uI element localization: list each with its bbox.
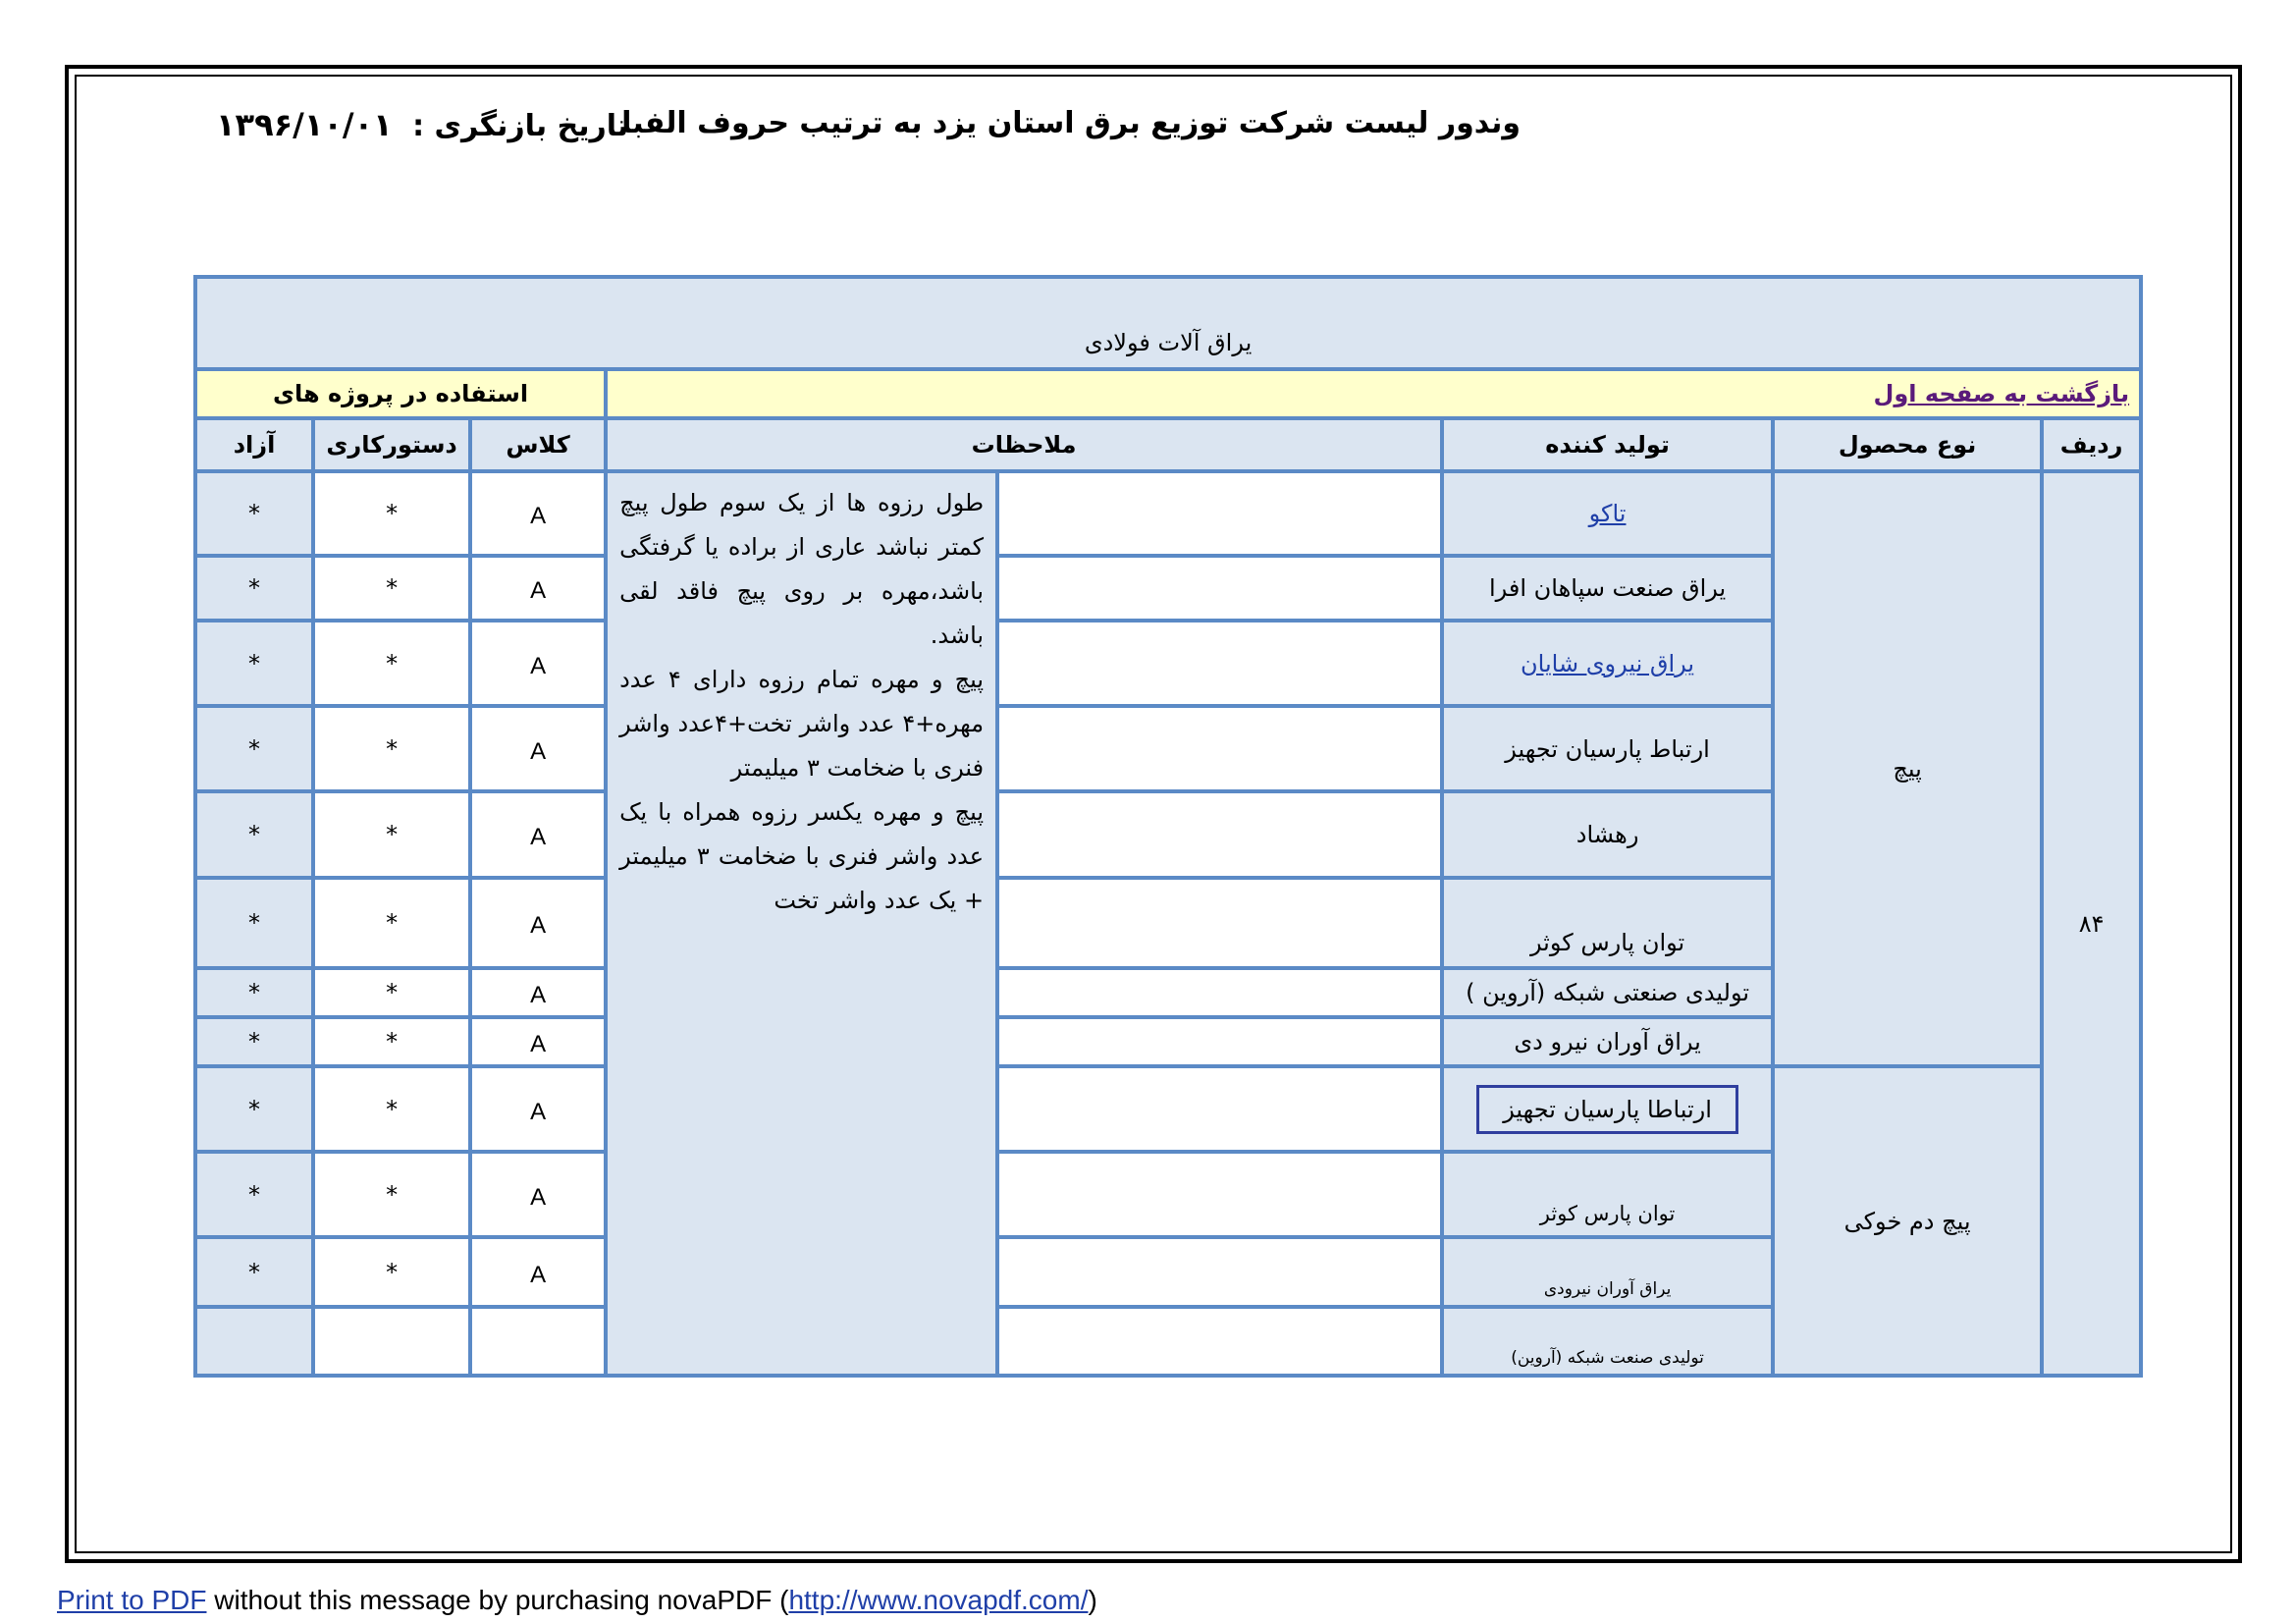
contract-cell <box>313 1307 470 1376</box>
manufacturer-cell: رهشاد <box>1442 791 1773 878</box>
free-cell: * <box>195 878 313 968</box>
notes-blank-cell <box>997 621 1442 706</box>
footer-text-end: ) <box>1088 1585 1097 1615</box>
table-row <box>195 471 2141 556</box>
contract-cell: * <box>313 1237 470 1307</box>
col-header-manufacturer: تولید کننده <box>1442 418 1773 471</box>
manufacturer-cell: تولیدی صنعت شبکه (آروین) <box>1442 1307 1773 1376</box>
class-cell: A <box>470 556 606 621</box>
document-title: وندور لیست شرکت توزیع برق استان یزد به ترتیب حروف الفبا <box>621 106 1521 140</box>
notes-blank-cell <box>997 968 1442 1017</box>
notes-cell <box>606 471 997 1376</box>
product-type-cell: پیچ <box>1773 471 2042 1066</box>
col-header-row: ردیف <box>2042 418 2141 471</box>
product-type-cell: پیچ دم خوکی <box>1773 1066 2042 1376</box>
contract-cell: * <box>313 706 470 791</box>
notes-blank-cell <box>997 1017 1442 1066</box>
row-number-cell: ۸۴ <box>2042 471 2141 1376</box>
manufacturer-cell: یراق آوران نیرودی <box>1442 1237 1773 1307</box>
free-cell: * <box>195 1237 313 1307</box>
class-cell: A <box>470 706 606 791</box>
class-cell: A <box>470 1152 606 1237</box>
contract-cell: * <box>313 791 470 878</box>
class-cell: A <box>470 878 606 968</box>
class-cell: A <box>470 621 606 706</box>
manufacturer-link[interactable]: تاکو <box>1588 500 1627 527</box>
revision-date-value: ۱۳۹۶/۱۰/۰۱ <box>216 106 393 143</box>
class-cell: A <box>470 1237 606 1307</box>
notes-blank-cell <box>997 706 1442 791</box>
manufacturer-cell: تولیدی صنعتی شبکه (آروین ) <box>1442 968 1773 1017</box>
manufacturer-cell <box>1442 1066 1773 1152</box>
notes-blank-cell <box>997 556 1442 621</box>
col-header-free: آزاد <box>195 418 313 471</box>
manufacturer-cell: ارتباط پارسیان تجهیز <box>1442 706 1773 791</box>
notes-blank-cell <box>997 1237 1442 1307</box>
free-cell: * <box>195 556 313 621</box>
revision-date <box>216 106 628 143</box>
free-cell <box>195 1307 313 1376</box>
free-cell: * <box>195 1152 313 1237</box>
table-row <box>195 1066 2141 1152</box>
manufacturer-cell: یراق صنعت سپاهان افرا <box>1442 556 1773 621</box>
free-cell: * <box>195 706 313 791</box>
manufacturer-cell: توان پارس کوثر <box>1442 1152 1773 1237</box>
col-header-notes: ملاحظات <box>606 418 1442 471</box>
notes-blank-cell <box>997 1066 1442 1152</box>
col-header-product-type: نوع محصول <box>1773 418 2042 471</box>
vendor-table <box>193 275 2143 1378</box>
manufacturer-cell: یراق آوران نیرو دی <box>1442 1017 1773 1066</box>
free-cell: * <box>195 1066 313 1152</box>
manufacturer-boxed: ارتباطا پارسیان تجهیز <box>1476 1085 1738 1134</box>
contract-cell: * <box>313 621 470 706</box>
notes-blank-cell <box>997 878 1442 968</box>
free-cell: * <box>195 1017 313 1066</box>
project-usage-header: استفاده در پروژه های <box>195 369 606 418</box>
contract-cell: * <box>313 878 470 968</box>
class-cell: A <box>470 968 606 1017</box>
manufacturer-cell: توان پارس کوثر <box>1442 878 1773 968</box>
section-title: یراق آلات فولادی <box>195 277 2141 369</box>
print-to-pdf-link[interactable]: Print to PDF <box>57 1585 207 1615</box>
class-cell <box>470 1307 606 1376</box>
notes-paragraph: پیچ و مهره یکسر رزوه همراه با یک عدد واشر فنری با ضخامت ۳ میلیمتر + یک عدد واشر تخت <box>619 798 985 914</box>
footer-text: without this message by purchasing novaPDF ( <box>206 1585 789 1615</box>
notes-blank-cell <box>997 791 1442 878</box>
contract-cell: * <box>313 556 470 621</box>
free-cell: * <box>195 471 313 556</box>
free-cell: * <box>195 621 313 706</box>
manufacturer-cell[interactable] <box>1442 471 1773 556</box>
novapdf-url-link[interactable]: http://www.novapdf.com/ <box>788 1585 1089 1615</box>
contract-cell: * <box>313 1017 470 1066</box>
contract-cell: * <box>313 1066 470 1152</box>
revision-date-label: تاریخ بازنگری : <box>412 109 629 143</box>
col-header-class: کلاس <box>470 418 606 471</box>
notes-blank-cell <box>997 471 1442 556</box>
contract-cell: * <box>313 1152 470 1237</box>
class-cell: A <box>470 791 606 878</box>
free-cell: * <box>195 968 313 1017</box>
contract-cell: * <box>313 968 470 1017</box>
contract-cell: * <box>313 471 470 556</box>
notes-blank-cell <box>997 1307 1442 1376</box>
col-header-contract: دستورکاری <box>313 418 470 471</box>
notes-blank-cell <box>997 1152 1442 1237</box>
class-cell: A <box>470 1017 606 1066</box>
class-cell: A <box>470 1066 606 1152</box>
novapdf-footer <box>57 1585 1097 1616</box>
notes-paragraph: طول رزوه ها از یک سوم طول پیچ کمتر نباشد عاری از براده یا گرفتگی باشد،مهره بر روی پیچ فاقد لقی باشد. <box>619 489 985 649</box>
free-cell: * <box>195 791 313 878</box>
manufacturer-link[interactable]: یراق نیروی شایان <box>1521 649 1695 677</box>
back-to-home-link[interactable]: بازگشت به صفحه اول <box>606 369 2141 418</box>
notes-paragraph: پیچ و مهره تمام رزوه دارای ۴ عدد مهره+۴ عدد واشر تخت+۴عدد واشر فنری با ضخامت ۳ میلیمتر <box>619 666 985 782</box>
class-cell: A <box>470 471 606 556</box>
manufacturer-cell[interactable] <box>1442 621 1773 706</box>
